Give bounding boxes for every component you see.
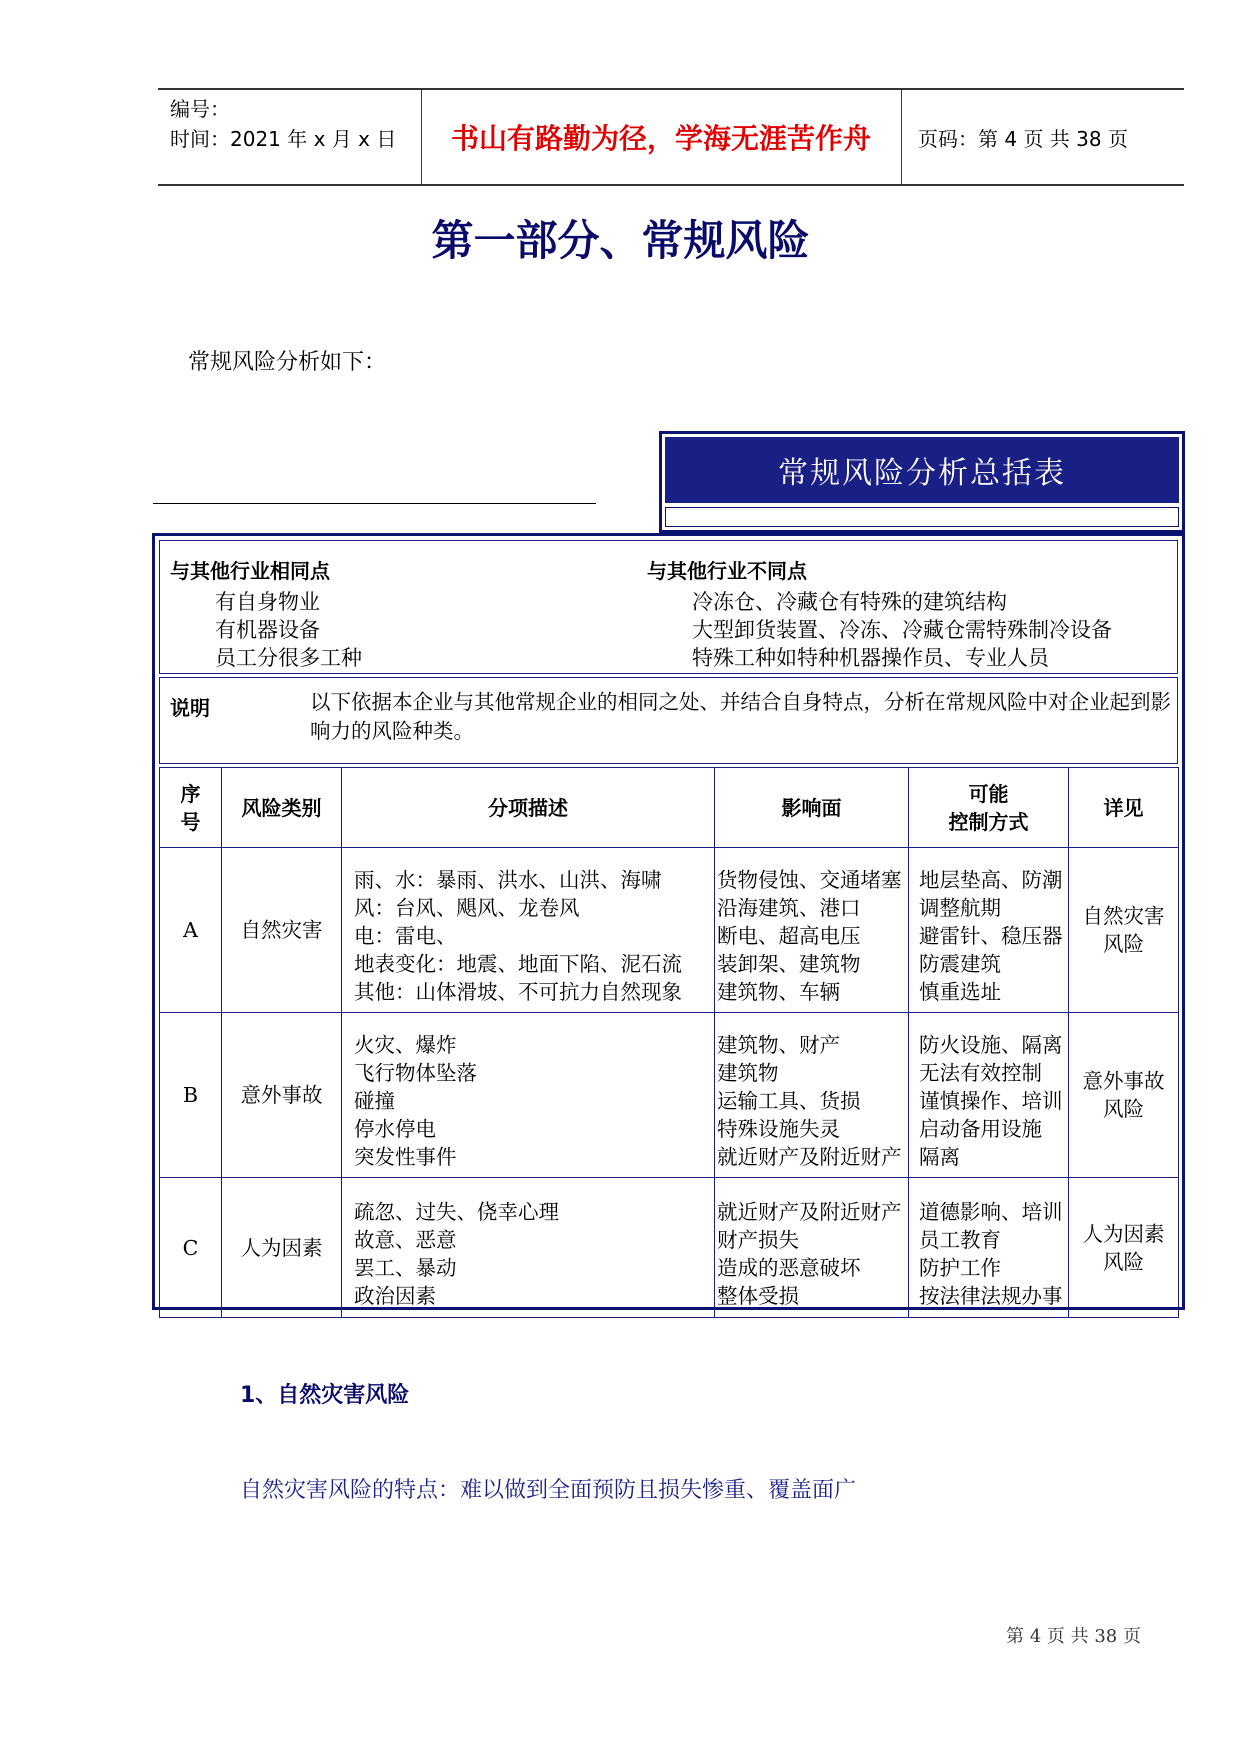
page-header	[158, 88, 1184, 186]
comparison-section	[159, 540, 1178, 674]
banner-rule	[153, 503, 596, 504]
list-item: 大型卸货装置、冷冻、冷藏仓需特殊制冷设备	[692, 618, 1112, 642]
header-time: 时间：2021 年 x 月 x 日	[170, 127, 397, 151]
list-item: 冷冻仓、冷藏仓有特殊的建筑结构	[692, 590, 1007, 614]
row-see: 人为因素 风险	[1069, 1178, 1179, 1318]
list-item: 有自身物业	[215, 590, 320, 614]
table-header-row	[160, 768, 1179, 848]
diff-points	[647, 555, 1112, 672]
note-text: 以下依据本企业与其他常规企业的相同之处、并结合自身特点，分析在常规风险中对企业起到影响力的风险种类。	[310, 690, 1171, 743]
row-desc: 火灾、爆炸 飞行物体坠落 碰撞 停水停电 突发性事件	[342, 1013, 715, 1178]
same-points	[170, 555, 362, 672]
row-desc: 雨、水：暴雨、洪水、山洪、海啸 风：台风、飓风、龙卷风 电：雷电、 地表变化：地震、地面下陷、泥石流 其他：山体滑坡、不可抗力自然现象	[342, 848, 715, 1013]
col-header-desc: 分项描述	[342, 768, 715, 848]
row-impact: 就近财产及附近财产 财产损失 造成的恶意破坏 整体受损	[715, 1178, 909, 1318]
page-footer: 第 4 页 共 38 页	[1006, 1626, 1141, 1647]
col-header-see: 详见	[1069, 768, 1179, 848]
table-row	[160, 1013, 1179, 1178]
row-category: 意外事故	[222, 1013, 342, 1178]
row-control: 道德影响、培训 员工教育 防护工作 按法律法规办事	[909, 1178, 1069, 1318]
header-motto: 书山有路勤为径，学海无涯苦作舟	[450, 122, 871, 155]
page-title: 第一部分、常规风险	[431, 216, 810, 265]
col-header-impact: 影响面	[715, 768, 909, 848]
intro-text: 常规风险分析如下：	[188, 350, 387, 375]
row-impact: 货物侵蚀、交通堵塞 沿海建筑、港口 断电、超高电压 装卸架、建筑物 建筑物、车辆	[715, 848, 909, 1013]
same-points-heading: 与其他行业相同点	[170, 559, 330, 583]
diff-points-heading: 与其他行业不同点	[647, 559, 807, 583]
row-no: C	[160, 1178, 222, 1318]
table-row	[160, 1178, 1179, 1318]
header-number: 编号：	[170, 97, 230, 121]
row-control: 地层垫高、防潮 调整航期 避雷针、稳压器 防震建筑 慎重选址	[909, 848, 1069, 1013]
summary-banner-title: 常规风险分析总括表	[665, 437, 1179, 503]
section-heading: 1、自然灾害风险	[240, 1383, 410, 1408]
row-desc: 疏忽、过失、侥幸心理 故意、恶意 罢工、暴动 政治因素	[342, 1178, 715, 1318]
col-header-control: 可能 控制方式	[909, 768, 1069, 848]
col-header-category: 风险类别	[222, 768, 342, 848]
row-impact: 建筑物、财产 建筑物 运输工具、货损 特殊设施失灵 就近财产及附近财产	[715, 1013, 909, 1178]
summary-banner-inner	[665, 507, 1179, 527]
summary-table-box	[152, 533, 1185, 1310]
list-item: 员工分很多工种	[215, 646, 362, 670]
table-row	[160, 848, 1179, 1013]
summary-banner	[659, 431, 1185, 533]
row-see: 自然灾害 风险	[1069, 848, 1179, 1013]
risk-table	[159, 767, 1179, 1318]
row-no: B	[160, 1013, 222, 1178]
header-meta	[170, 94, 420, 154]
list-item: 有机器设备	[215, 618, 320, 642]
row-no: A	[160, 848, 222, 1013]
row-category: 自然灾害	[222, 848, 342, 1013]
row-see: 意外事故 风险	[1069, 1013, 1179, 1178]
header-page-info: 页码：第 4 页 共 38 页	[918, 126, 1128, 151]
header-divider	[901, 90, 902, 184]
col-header-no: 序 号	[160, 768, 222, 848]
list-item: 特殊工种如特种机器操作员、专业人员	[692, 646, 1049, 670]
note-label: 说明	[170, 696, 210, 720]
row-control: 防火设施、隔离 无法有效控制 谨慎操作、培训 启动备用设施 隔离	[909, 1013, 1069, 1178]
row-category: 人为因素	[222, 1178, 342, 1318]
note-section	[159, 677, 1178, 764]
section-paragraph: 自然灾害风险的特点：难以做到全面预防且损失惨重、覆盖面广	[240, 1478, 857, 1503]
